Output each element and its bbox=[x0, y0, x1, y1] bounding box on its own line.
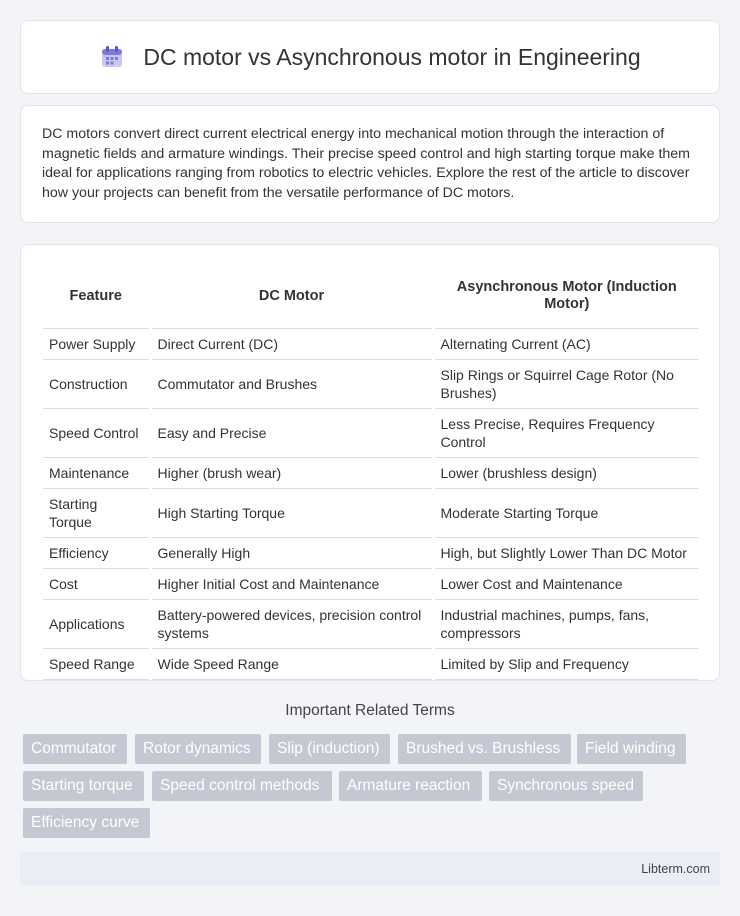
dc-motor-cell: Generally High bbox=[150, 537, 433, 568]
dc-motor-cell: Battery-powered devices, precision control systems bbox=[150, 599, 433, 648]
tag-slip-induction[interactable]: Slip (induction) bbox=[269, 734, 390, 764]
header-asynchronous-motor: Asynchronous Motor (Induction Motor) bbox=[433, 265, 699, 328]
table-row bbox=[43, 359, 699, 408]
dc-motor-cell: Wide Speed Range bbox=[150, 648, 433, 679]
async-motor-cell: High, but Slightly Lower Than DC Motor bbox=[433, 537, 699, 568]
footer-brand-link[interactable]: Libterm.com bbox=[641, 862, 710, 876]
feature-cell: Maintenance bbox=[43, 457, 150, 488]
feature-cell: Efficiency bbox=[43, 537, 150, 568]
async-motor-cell: Moderate Starting Torque bbox=[433, 488, 699, 537]
dc-motor-cell: Direct Current (DC) bbox=[150, 328, 433, 359]
async-motor-cell: Limited by Slip and Frequency bbox=[433, 648, 699, 679]
feature-cell: Applications bbox=[43, 599, 150, 648]
tag-commutator[interactable]: Commutator bbox=[23, 734, 127, 764]
header-card bbox=[20, 20, 720, 94]
dc-motor-cell: Easy and Precise bbox=[150, 408, 433, 457]
table-row bbox=[43, 648, 699, 679]
tag-armature-reaction[interactable]: Armature reaction bbox=[339, 771, 482, 801]
async-motor-cell: Lower Cost and Maintenance bbox=[433, 568, 699, 599]
tag-speed-control-methods[interactable]: Speed control methods bbox=[152, 771, 332, 801]
table-header-row bbox=[43, 265, 699, 328]
async-motor-cell: Slip Rings or Squirrel Cage Rotor (No Brushes) bbox=[433, 359, 699, 408]
tag-field-winding[interactable]: Field winding bbox=[577, 734, 686, 764]
tag-synchronous-speed[interactable]: Synchronous speed bbox=[489, 771, 643, 801]
comparison-table-card bbox=[20, 244, 720, 681]
table-row bbox=[43, 457, 699, 488]
table-row bbox=[43, 488, 699, 537]
intro-card bbox=[20, 105, 720, 223]
table-row bbox=[43, 328, 699, 359]
async-motor-cell: Lower (brushless design) bbox=[433, 457, 699, 488]
tag-rotor-dynamics[interactable]: Rotor dynamics bbox=[135, 734, 261, 764]
related-terms-title: Important Related Terms bbox=[285, 702, 455, 719]
feature-cell: Speed Range bbox=[43, 648, 150, 679]
feature-cell: Power Supply bbox=[43, 328, 150, 359]
async-motor-cell: Alternating Current (AC) bbox=[433, 328, 699, 359]
async-motor-cell: Less Precise, Requires Frequency Control bbox=[433, 408, 699, 457]
tag-brushed-vs-brushless[interactable]: Brushed vs. Brushless bbox=[398, 734, 571, 764]
feature-cell: Construction bbox=[43, 359, 150, 408]
async-motor-cell: Industrial machines, pumps, fans, compressors bbox=[433, 599, 699, 648]
table-row bbox=[43, 537, 699, 568]
dc-motor-cell: Higher (brush wear) bbox=[150, 457, 433, 488]
feature-cell: Speed Control bbox=[43, 408, 150, 457]
table-row bbox=[43, 408, 699, 457]
tag-efficiency-curve[interactable]: Efficiency curve bbox=[23, 808, 150, 838]
feature-cell: Starting Torque bbox=[43, 488, 150, 537]
table-row bbox=[43, 568, 699, 599]
header-feature: Feature bbox=[43, 265, 150, 328]
intro-paragraph: DC motors convert direct current electrical energy into mechanical motion through the interaction of magnetic fields and armature windings. Their precise speed control and high starting torque make them ideal for applications ranging from robotics to electric vehicles. Explore the rest of the article to discover how your projects can benefit from the versatile performance of DC motors. bbox=[42, 126, 690, 201]
comparison-table bbox=[43, 265, 699, 680]
header-dc-motor: DC Motor bbox=[150, 265, 433, 328]
dc-motor-cell: Higher Initial Cost and Maintenance bbox=[150, 568, 433, 599]
tag-starting-torque[interactable]: Starting torque bbox=[23, 771, 144, 801]
calendar-icon bbox=[99, 44, 125, 70]
footer bbox=[20, 852, 720, 886]
dc-motor-cell: Commutator and Brushes bbox=[150, 359, 433, 408]
dc-motor-cell: High Starting Torque bbox=[150, 488, 433, 537]
feature-cell: Cost bbox=[43, 568, 150, 599]
page-title: DC motor vs Asynchronous motor in Engineering bbox=[143, 43, 641, 70]
table-row bbox=[43, 599, 699, 648]
title-wrap bbox=[99, 44, 640, 71]
